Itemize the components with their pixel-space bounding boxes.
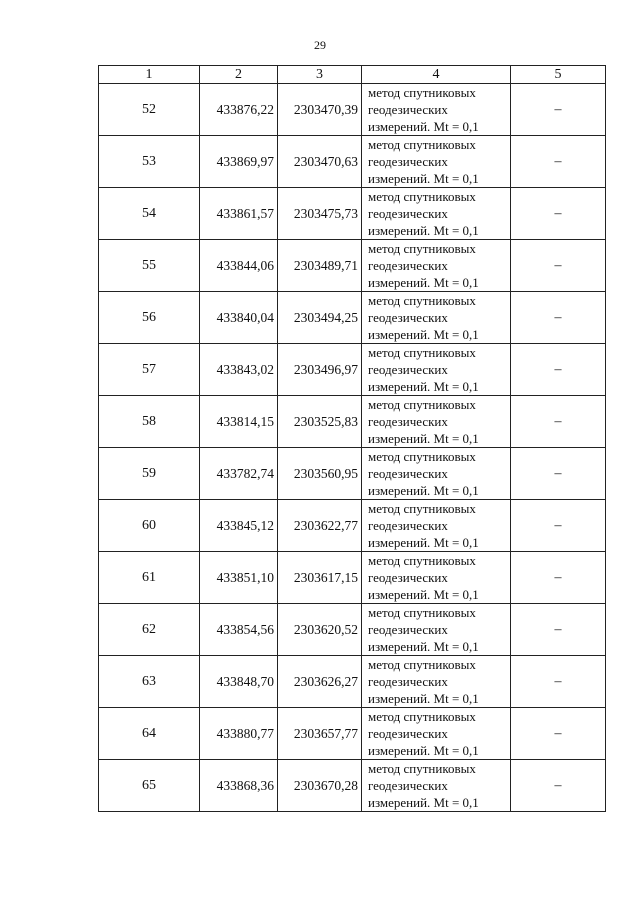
method-cell xyxy=(362,344,511,396)
table-row xyxy=(99,136,606,188)
method-text-line: измерений. Mt = 0,1 xyxy=(368,171,479,186)
description-cell: – xyxy=(511,448,606,500)
method-text-line: измерений. Mt = 0,1 xyxy=(368,431,479,446)
method-text-line: измерений. Mt = 0,1 xyxy=(368,275,479,290)
x-coordinate-cell: 433840,04 xyxy=(200,292,278,344)
table-row xyxy=(99,188,606,240)
x-coordinate-cell: 433854,56 xyxy=(200,604,278,656)
y-coordinate-cell: 2303489,71 xyxy=(278,240,362,292)
method-text-line: метод спутниковых xyxy=(368,85,476,100)
table-row xyxy=(99,240,606,292)
table-row xyxy=(99,604,606,656)
table-row xyxy=(99,84,606,136)
description-cell: – xyxy=(511,500,606,552)
method-text-line: метод спутниковых xyxy=(368,241,476,256)
header-col-3: 3 xyxy=(278,66,362,84)
y-coordinate-cell: 2303496,97 xyxy=(278,344,362,396)
x-coordinate-cell: 433876,22 xyxy=(200,84,278,136)
method-text-line: геодезических xyxy=(368,414,448,429)
method-text-line: метод спутниковых xyxy=(368,761,476,776)
method-text-line: метод спутниковых xyxy=(368,657,476,672)
x-coordinate-cell: 433845,12 xyxy=(200,500,278,552)
method-text-line: метод спутниковых xyxy=(368,189,476,204)
point-number-cell: 52 xyxy=(99,84,200,136)
method-text-line: геодезических xyxy=(368,674,448,689)
method-cell xyxy=(362,656,511,708)
table-header xyxy=(99,66,606,84)
point-number-cell: 57 xyxy=(99,344,200,396)
method-cell xyxy=(362,500,511,552)
point-number-cell: 58 xyxy=(99,396,200,448)
method-text-line: геодезических xyxy=(368,154,448,169)
point-number-cell: 53 xyxy=(99,136,200,188)
description-cell: – xyxy=(511,552,606,604)
method-text-line: измерений. Mt = 0,1 xyxy=(368,691,479,706)
point-number-cell: 55 xyxy=(99,240,200,292)
table-row xyxy=(99,656,606,708)
description-cell: – xyxy=(511,344,606,396)
coordinates-table xyxy=(98,65,606,812)
y-coordinate-cell: 2303475,73 xyxy=(278,188,362,240)
method-text-line: геодезических xyxy=(368,206,448,221)
description-cell: – xyxy=(511,708,606,760)
method-text-line: метод спутниковых xyxy=(368,345,476,360)
description-cell: – xyxy=(511,188,606,240)
method-text-line: метод спутниковых xyxy=(368,553,476,568)
method-text-line: измерений. Mt = 0,1 xyxy=(368,379,479,394)
method-text-line: геодезических xyxy=(368,102,448,117)
description-cell: – xyxy=(511,240,606,292)
point-number-cell: 54 xyxy=(99,188,200,240)
method-text-line: измерений. Mt = 0,1 xyxy=(368,327,479,342)
method-cell xyxy=(362,760,511,812)
x-coordinate-cell: 433814,15 xyxy=(200,396,278,448)
method-cell xyxy=(362,240,511,292)
x-coordinate-cell: 433868,36 xyxy=(200,760,278,812)
y-coordinate-cell: 2303670,28 xyxy=(278,760,362,812)
point-number-cell: 59 xyxy=(99,448,200,500)
header-col-4: 4 xyxy=(362,66,511,84)
method-text-line: метод спутниковых xyxy=(368,501,476,516)
point-number-cell: 60 xyxy=(99,500,200,552)
header-col-5: 5 xyxy=(511,66,606,84)
method-text-line: геодезических xyxy=(368,778,448,793)
header-row xyxy=(99,66,606,84)
method-text-line: метод спутниковых xyxy=(368,605,476,620)
method-text-line: метод спутниковых xyxy=(368,293,476,308)
method-text-line: измерений. Mt = 0,1 xyxy=(368,795,479,810)
y-coordinate-cell: 2303626,27 xyxy=(278,656,362,708)
method-text-line: геодезических xyxy=(368,258,448,273)
method-text-line: геодезических xyxy=(368,310,448,325)
x-coordinate-cell: 433844,06 xyxy=(200,240,278,292)
page-number: 29 xyxy=(314,38,326,52)
x-coordinate-cell: 433861,57 xyxy=(200,188,278,240)
method-text-line: геодезических xyxy=(368,362,448,377)
y-coordinate-cell: 2303494,25 xyxy=(278,292,362,344)
description-cell: – xyxy=(511,292,606,344)
point-number-cell: 61 xyxy=(99,552,200,604)
header-col-2: 2 xyxy=(200,66,278,84)
description-cell: – xyxy=(511,656,606,708)
y-coordinate-cell: 2303525,83 xyxy=(278,396,362,448)
description-cell: – xyxy=(511,136,606,188)
point-number-cell: 56 xyxy=(99,292,200,344)
point-number-cell: 63 xyxy=(99,656,200,708)
table-row xyxy=(99,396,606,448)
point-number-cell: 64 xyxy=(99,708,200,760)
table-row xyxy=(99,448,606,500)
method-text-line: геодезических xyxy=(368,726,448,741)
description-cell: – xyxy=(511,84,606,136)
x-coordinate-cell: 433880,77 xyxy=(200,708,278,760)
table-row xyxy=(99,344,606,396)
y-coordinate-cell: 2303620,52 xyxy=(278,604,362,656)
method-cell xyxy=(362,84,511,136)
method-cell xyxy=(362,448,511,500)
method-text-line: измерений. Mt = 0,1 xyxy=(368,483,479,498)
x-coordinate-cell: 433782,74 xyxy=(200,448,278,500)
x-coordinate-cell: 433869,97 xyxy=(200,136,278,188)
y-coordinate-cell: 2303657,77 xyxy=(278,708,362,760)
method-text-line: метод спутниковых xyxy=(368,449,476,464)
method-text-line: измерений. Mt = 0,1 xyxy=(368,639,479,654)
method-text-line: метод спутниковых xyxy=(368,397,476,412)
x-coordinate-cell: 433843,02 xyxy=(200,344,278,396)
table-row xyxy=(99,760,606,812)
method-text-line: геодезических xyxy=(368,622,448,637)
y-coordinate-cell: 2303622,77 xyxy=(278,500,362,552)
method-text-line: измерений. Mt = 0,1 xyxy=(368,119,479,134)
method-cell xyxy=(362,136,511,188)
method-text-line: геодезических xyxy=(368,570,448,585)
method-cell xyxy=(362,396,511,448)
x-coordinate-cell: 433848,70 xyxy=(200,656,278,708)
method-text-line: измерений. Mt = 0,1 xyxy=(368,743,479,758)
method-text-line: измерений. Mt = 0,1 xyxy=(368,587,479,602)
x-coordinate-cell: 433851,10 xyxy=(200,552,278,604)
method-text-line: метод спутниковых xyxy=(368,709,476,724)
method-cell xyxy=(362,292,511,344)
y-coordinate-cell: 2303470,39 xyxy=(278,84,362,136)
point-number-cell: 62 xyxy=(99,604,200,656)
header-col-1: 1 xyxy=(99,66,200,84)
description-cell: – xyxy=(511,396,606,448)
method-cell xyxy=(362,188,511,240)
method-text-line: геодезических xyxy=(368,518,448,533)
point-number-cell: 65 xyxy=(99,760,200,812)
method-text-line: измерений. Mt = 0,1 xyxy=(368,223,479,238)
table-row xyxy=(99,292,606,344)
table-body xyxy=(99,84,606,812)
method-text-line: метод спутниковых xyxy=(368,137,476,152)
description-cell: – xyxy=(511,604,606,656)
table-row xyxy=(99,708,606,760)
description-cell: – xyxy=(511,760,606,812)
table-row xyxy=(99,500,606,552)
method-text-line: геодезических xyxy=(368,466,448,481)
method-cell xyxy=(362,708,511,760)
method-cell xyxy=(362,604,511,656)
table-row xyxy=(99,552,606,604)
y-coordinate-cell: 2303560,95 xyxy=(278,448,362,500)
method-cell xyxy=(362,552,511,604)
method-text-line: измерений. Mt = 0,1 xyxy=(368,535,479,550)
y-coordinate-cell: 2303617,15 xyxy=(278,552,362,604)
y-coordinate-cell: 2303470,63 xyxy=(278,136,362,188)
